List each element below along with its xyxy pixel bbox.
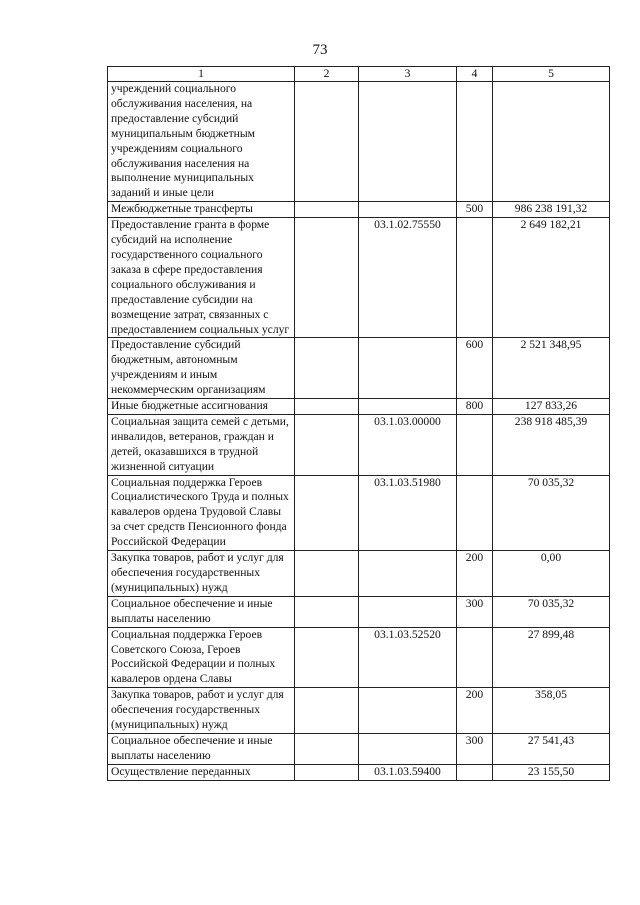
table-header-row <box>108 67 610 82</box>
row-name-cell: Предоставление субсидий бюджетным, автономным учреждениям и иным некоммерческим организациям <box>108 338 295 399</box>
row-amount-cell: 2 521 348,95 <box>493 338 610 399</box>
row-name-cell: учреждений социального обслуживания населения, на предоставление субсидий муниципальным бюджетным учреждениям социального обслуживания населения на выполнение муниципальных заданий и иные цели <box>108 82 295 202</box>
column-header-4: 4 <box>457 67 493 82</box>
row-section-cell <box>295 688 359 734</box>
row-type-cell <box>457 627 493 688</box>
row-section-cell <box>295 475 359 551</box>
table-row <box>108 688 610 734</box>
row-code-cell: 03.1.03.00000 <box>359 414 457 475</box>
row-section-cell <box>295 551 359 597</box>
row-amount-cell: 70 035,32 <box>493 475 610 551</box>
row-name-cell: Социальное обеспечение и иные выплаты населению <box>108 733 295 764</box>
row-name-cell: Межбюджетные трансферты <box>108 202 295 218</box>
row-amount-cell: 238 918 485,39 <box>493 414 610 475</box>
row-type-cell <box>457 764 493 780</box>
row-name-cell: Социальная поддержка Героев Советского Союза, Героев Российской Федерации и полных кавалеров ордена Славы <box>108 627 295 688</box>
table-row <box>108 218 610 338</box>
row-amount-cell: 27 899,48 <box>493 627 610 688</box>
row-section-cell <box>295 414 359 475</box>
table-row <box>108 551 610 597</box>
row-code-cell <box>359 688 457 734</box>
table-row <box>108 338 610 399</box>
row-section-cell <box>295 399 359 415</box>
row-section-cell <box>295 218 359 338</box>
row-section-cell <box>295 82 359 202</box>
row-code-cell <box>359 338 457 399</box>
table-row <box>108 399 610 415</box>
row-type-cell: 300 <box>457 596 493 627</box>
row-type-cell: 200 <box>457 688 493 734</box>
row-name-cell: Осуществление переданных <box>108 764 295 780</box>
row-type-cell: 800 <box>457 399 493 415</box>
row-type-cell <box>457 414 493 475</box>
row-code-cell <box>359 399 457 415</box>
row-code-cell: 03.1.03.51980 <box>359 475 457 551</box>
row-section-cell <box>295 338 359 399</box>
row-code-cell <box>359 82 457 202</box>
table-row <box>108 414 610 475</box>
row-type-cell: 600 <box>457 338 493 399</box>
row-code-cell <box>359 733 457 764</box>
table-row <box>108 596 610 627</box>
row-amount-cell <box>493 82 610 202</box>
row-code-cell <box>359 551 457 597</box>
row-type-cell: 500 <box>457 202 493 218</box>
column-header-3: 3 <box>359 67 457 82</box>
row-amount-cell: 2 649 182,21 <box>493 218 610 338</box>
row-type-cell <box>457 475 493 551</box>
row-section-cell <box>295 764 359 780</box>
row-type-cell: 200 <box>457 551 493 597</box>
row-section-cell <box>295 596 359 627</box>
row-section-cell <box>295 202 359 218</box>
page-number: 73 <box>312 42 328 58</box>
row-name-cell: Социальное обеспечение и иные выплаты населению <box>108 596 295 627</box>
row-amount-cell: 70 035,32 <box>493 596 610 627</box>
row-code-cell <box>359 596 457 627</box>
budget-table <box>107 66 610 781</box>
row-code-cell <box>359 202 457 218</box>
table-row <box>108 733 610 764</box>
row-type-cell <box>457 218 493 338</box>
table-row <box>108 82 610 202</box>
row-amount-cell: 358,05 <box>493 688 610 734</box>
table-row <box>108 627 610 688</box>
row-amount-cell: 0,00 <box>493 551 610 597</box>
table-row <box>108 202 610 218</box>
row-name-cell: Социальная защита семей с детьми, инвалидов, ветеранов, граждан и детей, оказавшихся в трудной жизненной ситуации <box>108 414 295 475</box>
row-code-cell: 03.1.03.52520 <box>359 627 457 688</box>
row-amount-cell: 986 238 191,32 <box>493 202 610 218</box>
row-code-cell: 03.1.03.59400 <box>359 764 457 780</box>
row-name-cell: Предоставление гранта в форме субсидий на исполнение государственного социального заказа в сфере предоставления социального обслуживания и предоставление субсидии на возмещение затрат, связанных с предоставлением социальных услуг <box>108 218 295 338</box>
row-code-cell: 03.1.02.75550 <box>359 218 457 338</box>
row-type-cell <box>457 82 493 202</box>
row-name-cell: Закупка товаров, работ и услуг для обеспечения государственных (муниципальных) нужд <box>108 688 295 734</box>
row-type-cell: 300 <box>457 733 493 764</box>
column-header-1: 1 <box>108 67 295 82</box>
table-row <box>108 764 610 780</box>
column-header-5: 5 <box>493 67 610 82</box>
row-name-cell: Закупка товаров, работ и услуг для обеспечения государственных (муниципальных) нужд <box>108 551 295 597</box>
column-header-2: 2 <box>295 67 359 82</box>
row-amount-cell: 27 541,43 <box>493 733 610 764</box>
row-name-cell: Социальная поддержка Героев Социалистического Труда и полных кавалеров ордена Трудовой Славы за счет средств Пенсионного фонда Российской Федерации <box>108 475 295 551</box>
row-amount-cell: 23 155,50 <box>493 764 610 780</box>
table-row <box>108 475 610 551</box>
row-name-cell: Иные бюджетные ассигнования <box>108 399 295 415</box>
row-section-cell <box>295 733 359 764</box>
row-amount-cell: 127 833,26 <box>493 399 610 415</box>
row-section-cell <box>295 627 359 688</box>
